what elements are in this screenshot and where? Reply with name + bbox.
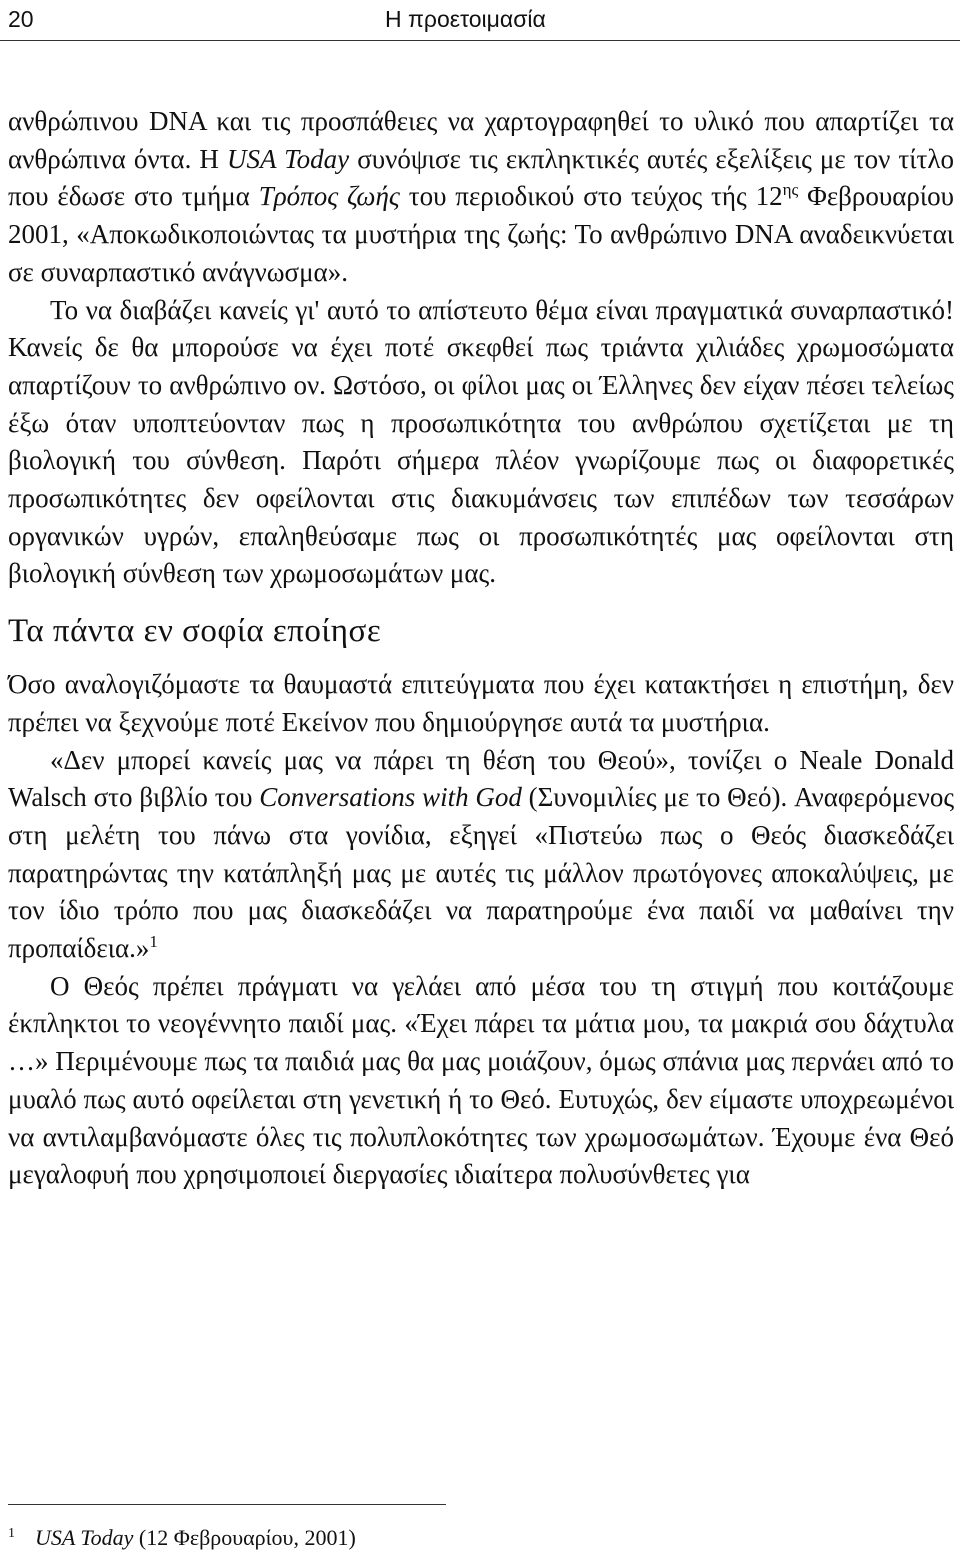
footnote [8,1524,908,1552]
ordinal-superscript: ης [782,180,799,200]
paragraph-walsch [8,742,954,968]
italic-book-title: Conversations with God [259,782,522,813]
footnote-source: USA Today [35,1525,134,1550]
body-text [8,103,954,1194]
paragraph-god-laughing: Ο Θεός πρέπει πράγματι να γελάει από μέσα του τη στιγμή που κοιτάζουμε έκπληκτοι το νεογέννητο παιδί μας. «Έχει πάρει τα μάτια μου, τα μακριά σου δάχτυλα …» Περιμένουμε πως τα παιδιά μας θα μας μοιάζουν, όμως σπάνια μας περνάει από το μυαλό πως αυτό οφείλεται στη γενετική ή το Θεό. Ευτυχώς, δεν είμαστε υποχρεωμένοι να αντιλαμβανόμαστε όλες τις πολυπλοκότητες των χρωμοσωμάτων. Έχουμε ένα Θεό μεγαλοφυή που χρησιμοποιεί διεργασίες ιδιαίτερα πολυσύνθετες για [8,970,954,1190]
page-number: 20 [8,6,34,32]
section-heading: Τα πάντα εν σοφία εποίησε [8,613,382,650]
paragraph-personality: Το να διαβάζει κανείς γι' αυτό το απίστευτο θέμα είναι πραγματικά συναρπαστικό! Κανείς δε θα μπορούσε να έχει ποτέ σκεφθεί πως τριάντα χιλιάδες χρωμοσώματα απαρτίζουν το ανθρώπινο ον. Ωστόσο, οι φίλοι μας οι Έλληνες δεν είχαν πέσει τελείως έξω όταν υποπτεύονταν πως η προσωπικότητα του ανθρώπου σχετίζεται με τη βιολογική του σύνθεση. Παρότι σήμερα πλέον γνωρίζουμε πως οι διαφορετικές προσωπικότητες δεν οφείλονται στις διακυμάνσεις των επιπέδων των τεσσάρων οργανικών υγρών, επαληθεύσαμε πως οι προσωπικότητές μας οφείλονται στη βιολογική σύνθεση των χρωμοσωμάτων μας. [8,294,954,589]
italic-tropos-zois: Τρόπος ζωής [258,181,400,212]
footnote-marker: 1 [8,1525,15,1541]
paragraph-dna [8,103,954,292]
text-run: «Δεν μπορεί κανείς μας να πάρει τη θέση του Θεού», τονίζει ο Neale Donald Walsch στο βιβλίο του [8,744,954,813]
paragraph-science: Όσο αναλογιζόμαστε τα θαυμαστά επιτεύγματα που έχει κατακτήσει η επιστήμη, δεν πρέπει να ξεχνούμε ποτέ Εκείνον που δημιούργησε αυτά τα μυστήρια. [8,669,954,737]
text-run: του περιοδικού στο τεύχος τής 12 [399,181,783,212]
text-run: ανθρώπινου DNA και τις προσπάθειες να χαρτογραφηθεί το υλικό που απαρτίζει τα ανθρώπινα όντα. Η [8,106,954,174]
footnote-date: (12 Φεβρουαρίου, 2001) [133,1525,356,1550]
text-run: (Συνομιλίες με το Θεό). Αναφερόμενος στη μελέτη του πάνω στα γονίδια, εξηγεί «Πιστεύω πως ο Θεός διασκεδάζει παρατηρώντας την κατάπληξή μας με αυτές τις μάλλον πρωτόγονες αποκαλύψεις, με τον ίδιο τρόπο που μας διασκεδάζει να παρατηρούμε ένα παιδί να μαθαίνει την προπαίδεια.» [8,782,955,964]
footnote-reference: 1 [149,932,158,952]
italic-usa-today: USA Today [227,143,350,174]
text-run: συνόψισε τις εκπληκτικές αυτές εξελίξεις με τον τίτλο που έδωσε στο τμήμα [8,143,954,212]
running-head: Η προετοιμασία [385,6,546,32]
header-rule [0,40,960,41]
footnote-rule [8,1504,446,1505]
page-header [0,0,960,38]
text-run: Φεβρουαρίου 2001, «Αποκωδικοποιώντας τα μυστήρια της ζωής: Το ανθρώπινο DNA αναδεικνύεται σε συναρπαστικό ανάγνωσμα». [8,181,954,287]
